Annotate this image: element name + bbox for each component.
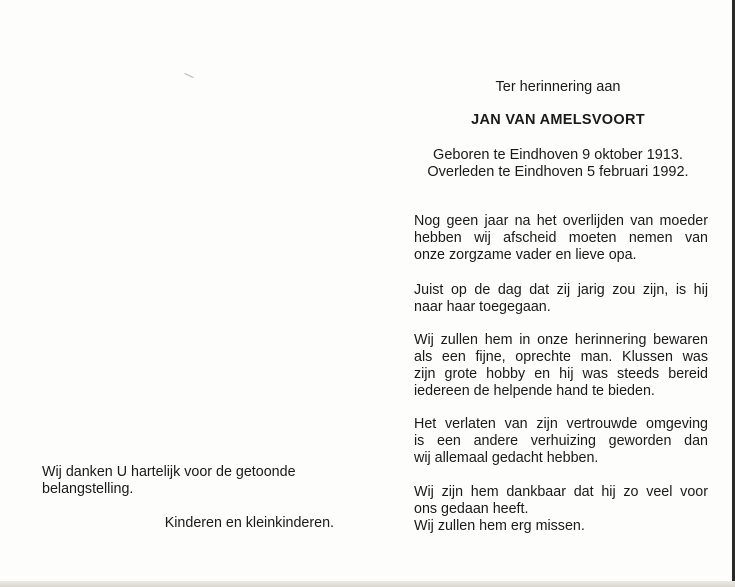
paragraph-3 [414,332,708,400]
paragraph-5 [414,484,708,535]
text-line: wij allemaal gedacht hebben. [414,450,599,466]
text-line: onze zorgzame vader en lieve opa. [414,247,637,263]
text-line: Wij danken U hartelijk voor de getoonde [42,464,296,480]
text-line: hebben wij afscheid moeten nemen van [414,230,708,246]
paper-speck [184,73,193,78]
text-line: belangstelling. [42,481,134,497]
paragraph-4 [414,416,708,467]
text-line: is een andere verhuizing geworden dan [414,433,708,449]
text-line: Het verlaten van zijn vertrouwde omgeving [414,416,708,432]
text-line: naar haar toegegaan. [414,299,551,315]
header-intro: Ter herinnering aan [495,79,621,95]
deceased-name: JAN VAN AMELSVOORT [471,112,645,128]
text-line: iedereen de helpende hand te bieden. [414,383,655,399]
text-line: zijn grote hobby en hij was steeds bereid [414,366,708,382]
text-line: ons gedaan heeft. [414,501,529,517]
text-line: Nog geen jaar na het overlijden van moeder [414,213,708,229]
thanks-note [42,464,342,498]
card-edge-bottom [0,581,735,587]
text-line: Juist op de dag dat zij jarig zou zijn, is hij [414,282,708,298]
family-signoff: Kinderen en kleinkinderen. [164,515,334,531]
text-line: Wij zullen hem in onze herinnering bewaren [414,332,708,348]
paragraph-1 [414,213,708,264]
text-line: als een fijne, oprechte man. Klussen was [414,349,708,365]
death-line: Overleden te Eindhoven 5 februari 1992. [427,164,689,180]
text-line: Wij zullen hem erg missen. [414,518,585,534]
birth-line: Geboren te Eindhoven 9 oktober 1913. [433,147,683,163]
text-line: Wij zijn hem dankbaar dat hij zo veel voor [414,484,708,500]
life-dates [408,147,708,181]
paragraph-2 [414,282,708,316]
